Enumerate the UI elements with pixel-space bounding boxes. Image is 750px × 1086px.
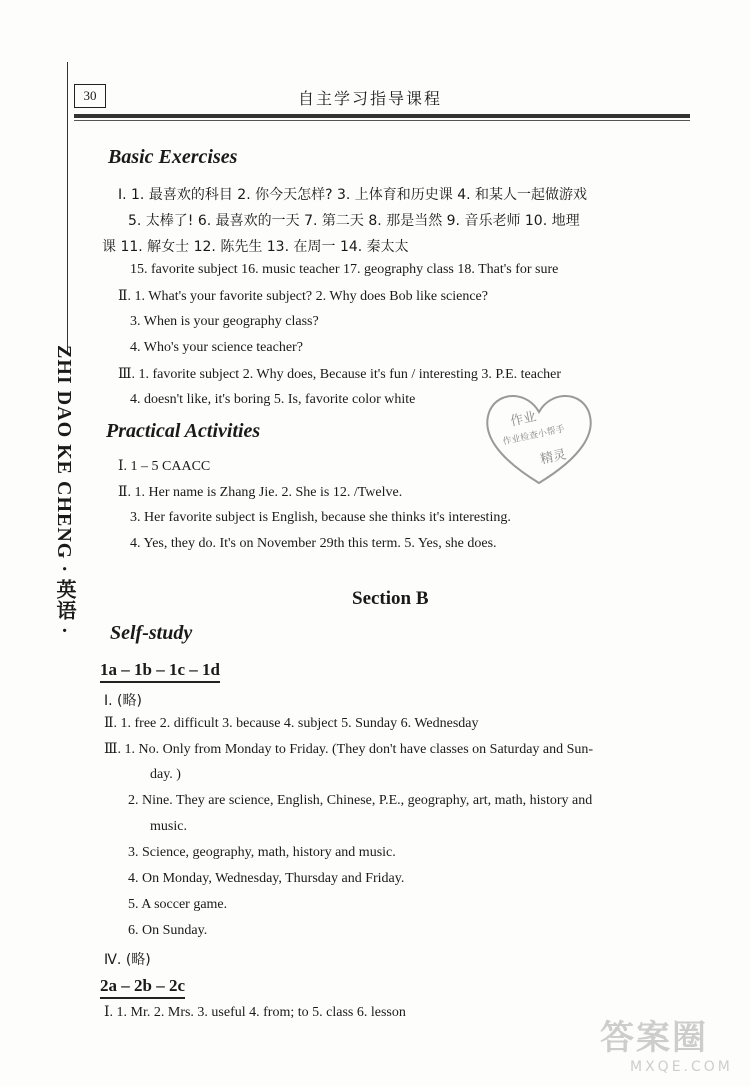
answer-line: Ⅳ. (略) [104,952,151,968]
answer-line: 4. doesn't like, it's boring 5. Is, favorite color white [130,392,416,407]
answer-line: 3. Her favorite subject is English, because she thinks it's interesting. [130,510,511,525]
answer-line: Ⅰ. 1. Mr. 2. Mrs. 3. useful 4. from; to 5. class 6. lesson [104,1005,406,1020]
answer-line: Ⅱ. 1. free 2. difficult 3. because 4. subject 5. Sunday 6. Wednesday [104,716,479,731]
practical-activities-heading: Practical Activities [106,420,261,442]
side-vertical-title [50,345,80,685]
answer-line: 4. Who's your science teacher? [130,340,303,355]
heart-stamp [478,388,600,488]
watermark-url: MXQE.COM [630,1059,733,1075]
answer-line: Ⅰ. (略) [104,693,142,709]
answer-line: 课 11. 解女士 12. 陈先生 13. 在周一 14. 秦太太 [102,239,409,255]
answer-line: Ⅲ. 1. favorite subject 2. Why does, Because it's fun / interesting 3. P.E. teacher [118,367,562,382]
basic-exercises-heading: Basic Exercises [108,146,238,168]
subsection-heading-2a: 2a – 2b – 2c [100,976,185,999]
running-title: 自主学习指导课程 [298,89,443,108]
answer-line: Ⅲ. 1. No. Only from Monday to Friday. (They don't have classes on Saturday and Sun- [104,742,594,757]
answer-line: 15. favorite subject 16. music teacher 17. geography class 18. That's for sure [130,262,559,277]
answer-line: Ⅰ. 1 – 5 CAACC [118,459,211,474]
answer-line: Ⅱ. 1. Her name is Zhang Jie. 2. She is 12. /Twelve. [118,485,403,500]
answer-line: 2. Nine. They are science, English, Chinese, P.E., geography, art, math, history and [128,793,593,808]
watermark-logo [600,1010,740,1080]
subsection-heading-1a: 1a – 1b – 1c – 1d [100,660,220,683]
page-number: 30 [74,84,106,108]
watermark-text: 答案圈 [600,1018,708,1058]
answer-line: 6. On Sunday. [128,923,208,938]
header-rule-thick [74,114,690,118]
answer-line: 3. When is your geography class? [130,314,319,329]
margin-line [67,62,68,352]
answer-line: Ⅰ. 1. 最喜欢的科目 2. 你今天怎样? 3. 上体育和历史课 4. 和某人一起做游戏 [118,187,588,203]
answer-line: 5. A soccer game. [128,897,228,912]
answer-line: 3. Science, geography, math, history and music. [128,845,396,860]
header-rule-thin [74,120,690,121]
side-vertical-text: ZHI DAO KE CHENG · 英语 · [53,345,75,635]
section-b-heading: Section B [352,588,429,609]
answer-line: music. [150,819,187,834]
stamp-text-bottom: 精灵 [539,447,568,468]
stamp-text-mid: 作业检查小帮手 [501,424,566,448]
answer-line: day. ) [150,767,181,782]
answer-line: Ⅱ. 1. What's your favorite subject? 2. Why does Bob like science? [118,289,488,304]
self-study-heading: Self-study [110,622,193,644]
answer-line: 5. 太棒了! 6. 最喜欢的一天 7. 第二天 8. 那是当然 9. 音乐老师 10. 地理 [128,213,580,229]
stamp-text-top: 作业 [509,409,538,430]
answer-line: 4. Yes, they do. It's on November 29th this term. 5. Yes, she does. [130,536,497,551]
answer-line: 4. On Monday, Wednesday, Thursday and Friday. [128,871,405,886]
